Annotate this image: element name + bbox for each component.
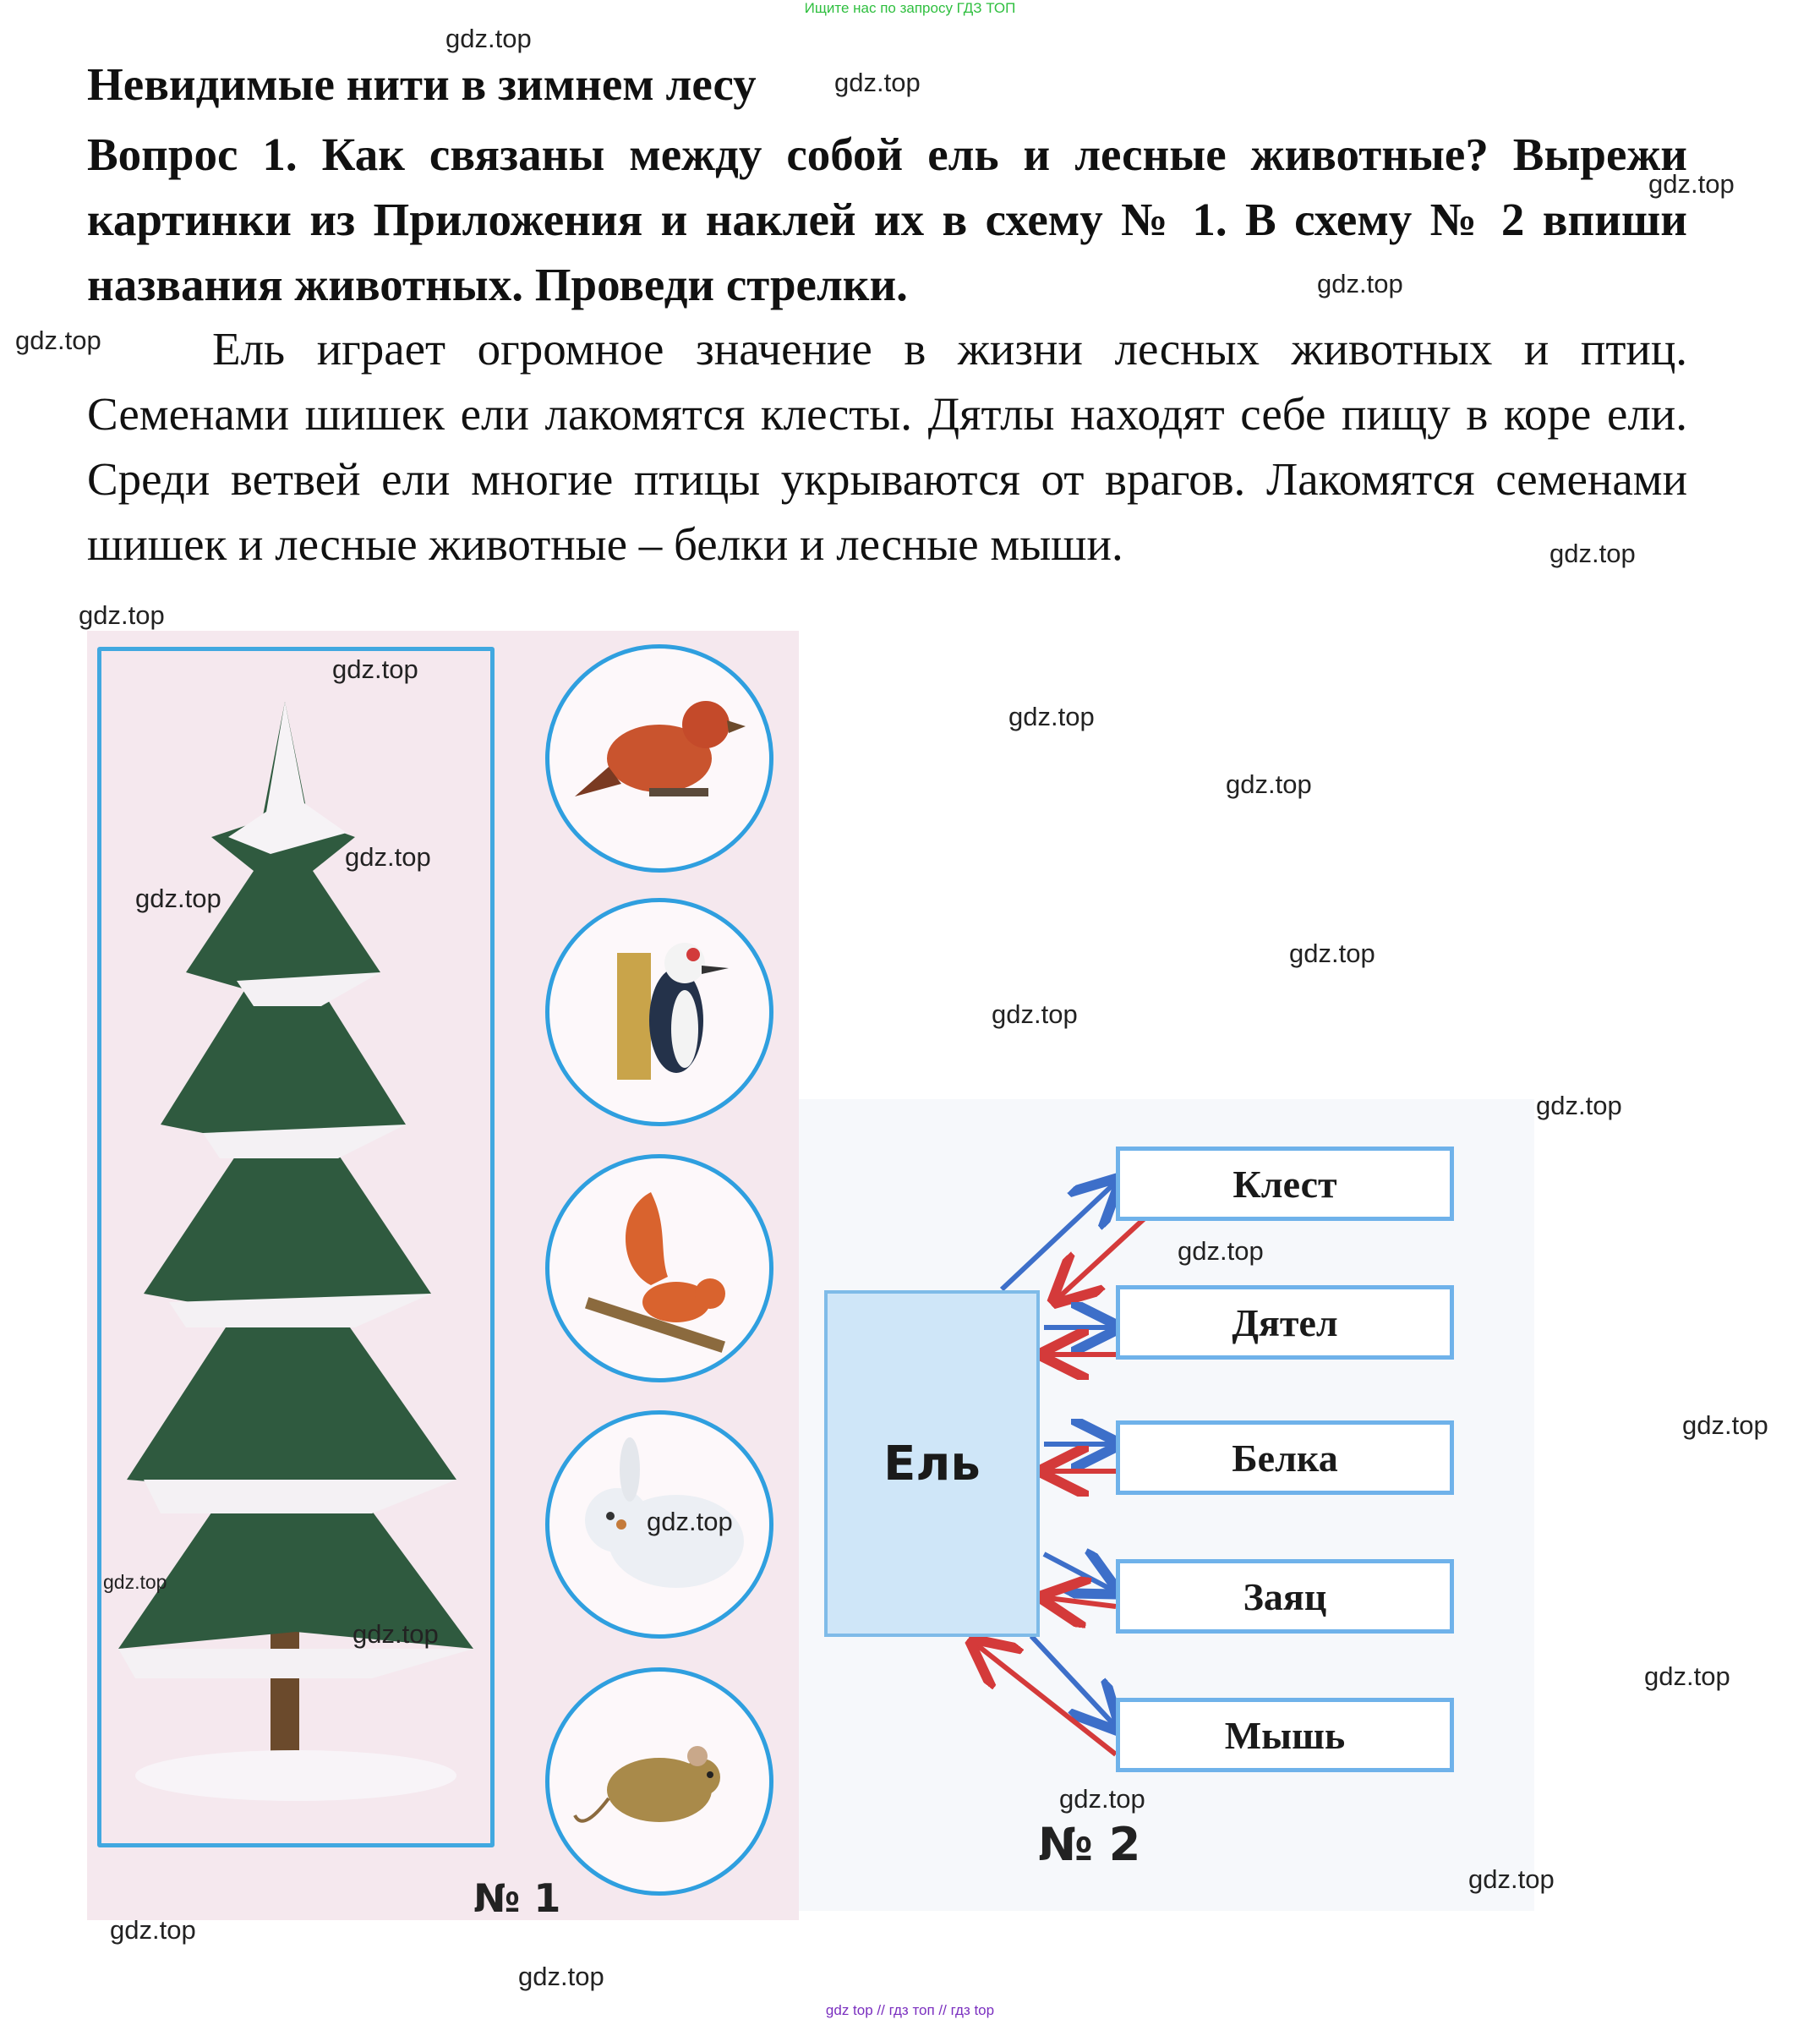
watermark: gdz.top (110, 1915, 196, 1945)
animal-box-mysh: Мышь (1116, 1698, 1454, 1772)
page-title: Невидимые нити в зимнем лесу (87, 58, 757, 110)
watermark: gdz.top (15, 326, 101, 355)
question-text: Вопрос 1. Как связаны между собой ель и лесные животные? Вырежи картинки из Приложения и наклей их в схему № 1. В схему № 2 впиши названия животных. Проведи стрелки. (87, 129, 1687, 310)
watermark: gdz.top (647, 1507, 733, 1536)
woodpecker-icon (549, 902, 769, 1122)
watermark: gdz.top (345, 842, 431, 872)
watermark: gdz.top (1682, 1410, 1768, 1440)
watermark: gdz.top (135, 884, 221, 913)
scheme-1-label: № 1 (473, 1875, 561, 1921)
animal-box-zayats: Заяц (1116, 1559, 1454, 1634)
watermark: gdz.top (353, 1619, 439, 1649)
mouse-circle (545, 1667, 773, 1896)
watermark: gdz.top (332, 654, 418, 684)
watermark: gdz.top (1536, 1091, 1622, 1120)
scheme-2-label: № 2 (1038, 1818, 1141, 1871)
tree-frame (97, 647, 495, 1847)
woodpecker-circle (545, 898, 773, 1126)
animal-box-klest: Клест (1116, 1147, 1454, 1221)
watermark: gdz.top (1468, 1864, 1555, 1894)
watermark: gdz.top (1317, 269, 1403, 298)
watermark: gdz.top (834, 68, 921, 97)
watermark: gdz.top (1549, 539, 1636, 568)
watermark: gdz.top (1178, 1236, 1264, 1266)
watermark: gdz.top (1648, 169, 1735, 199)
watermark: gdz.top (79, 600, 165, 630)
crossbill-icon (549, 649, 769, 868)
footer-note: gdz top // гдз топ // гдз top (825, 2002, 995, 2018)
watermark: gdz.top (1644, 1661, 1730, 1691)
watermark: gdz.top (103, 1571, 167, 1593)
header-note: Ищите нас по запросу ГДЗ ТОП (804, 0, 1016, 16)
spruce-tree-icon (101, 651, 490, 1843)
watermark: gdz.top (992, 999, 1078, 1029)
watermark: gdz.top (518, 1962, 604, 1991)
watermark: gdz.top (1289, 939, 1375, 968)
squirrel-circle (545, 1154, 773, 1382)
watermark: gdz.top (1008, 702, 1095, 731)
crossbill-circle (545, 644, 773, 873)
mouse-icon (549, 1672, 769, 1891)
watermark: gdz.top (1226, 769, 1312, 799)
watermark: gdz.top (445, 24, 532, 53)
animal-box-dyatel: Дятел (1116, 1285, 1454, 1360)
watermark: gdz.top (1059, 1784, 1145, 1814)
center-el-box: Ель (824, 1290, 1040, 1637)
squirrel-icon (549, 1158, 769, 1378)
animal-box-belka: Белка (1116, 1420, 1454, 1495)
body-paragraph: Ель играет огромное значение в жизни лесных животных и птиц. Семенами шишек ели лакомятся клесты. Дятлы находят себе пищу в коре ели. Среди ветвей ели многие птицы укрываются от врагов. Лакомятся семенами шишек и лесные животные – белки и лесные мыши. (87, 323, 1687, 570)
